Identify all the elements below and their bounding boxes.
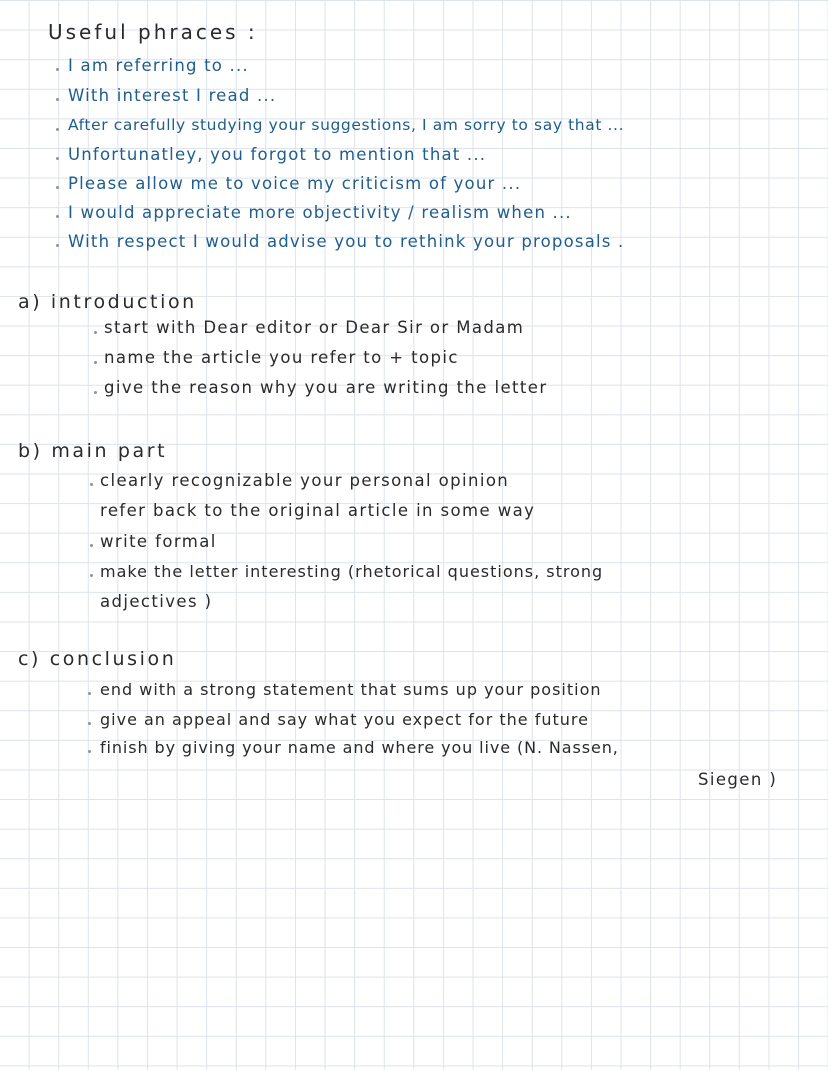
bullet-icon xyxy=(88,692,91,695)
phrase-item: Unfortunatley, you forgot to mention that ... xyxy=(68,145,487,164)
section-line: end with a strong statement that sums up your position xyxy=(100,680,602,699)
bullet-icon xyxy=(90,544,93,547)
phrase-item: After carefully studying your suggestions, I am sorry to say that ... xyxy=(68,116,625,134)
section-heading: a) introduction xyxy=(18,291,197,313)
phrase-item: I am referring to ... xyxy=(68,56,249,75)
section-heading: b) main part xyxy=(18,440,168,462)
bullet-icon xyxy=(56,98,59,101)
bullet-icon xyxy=(88,722,91,725)
bullet-icon xyxy=(56,215,59,218)
bullet-icon xyxy=(56,157,59,160)
section-line: adjectives ) xyxy=(100,592,213,611)
section-line: Siegen ) xyxy=(698,770,778,789)
section-line: start with Dear editor or Dear Sir or Madam xyxy=(104,318,525,337)
section-line: refer back to the original article in some way xyxy=(100,501,536,520)
phrase-item: With respect I would advise you to rethink your proposals . xyxy=(68,232,625,251)
bullet-icon xyxy=(88,750,91,753)
section-line: clearly recognizable your personal opinion xyxy=(100,471,510,490)
bullet-icon xyxy=(94,361,97,364)
bullet-icon xyxy=(90,483,93,486)
bullet-icon xyxy=(56,128,59,131)
phrase-item: Please allow me to voice my criticism of your ... xyxy=(68,174,522,193)
bullet-icon xyxy=(90,574,93,577)
section-line: give the reason why you are writing the letter xyxy=(104,378,548,397)
phrase-item: With interest I read ... xyxy=(68,86,277,105)
section-heading: c) conclusion xyxy=(18,648,177,670)
section-line: write formal xyxy=(100,532,217,551)
section-line: finish by giving your name and where you live (N. Nassen, xyxy=(100,738,619,757)
section-line: name the article you refer to + topic xyxy=(104,348,459,367)
section-line: make the letter interesting (rhetorical questions, strong xyxy=(100,562,604,581)
bullet-icon xyxy=(56,244,59,247)
bullet-icon xyxy=(94,391,97,394)
notes-title: Useful phraces : xyxy=(48,20,258,44)
bullet-icon xyxy=(56,186,59,189)
bullet-icon xyxy=(56,68,59,71)
phrase-item: I would appreciate more objectivity / realism when ... xyxy=(68,203,572,222)
bullet-icon xyxy=(94,331,97,334)
section-line: give an appeal and say what you expect for the future xyxy=(100,710,589,729)
